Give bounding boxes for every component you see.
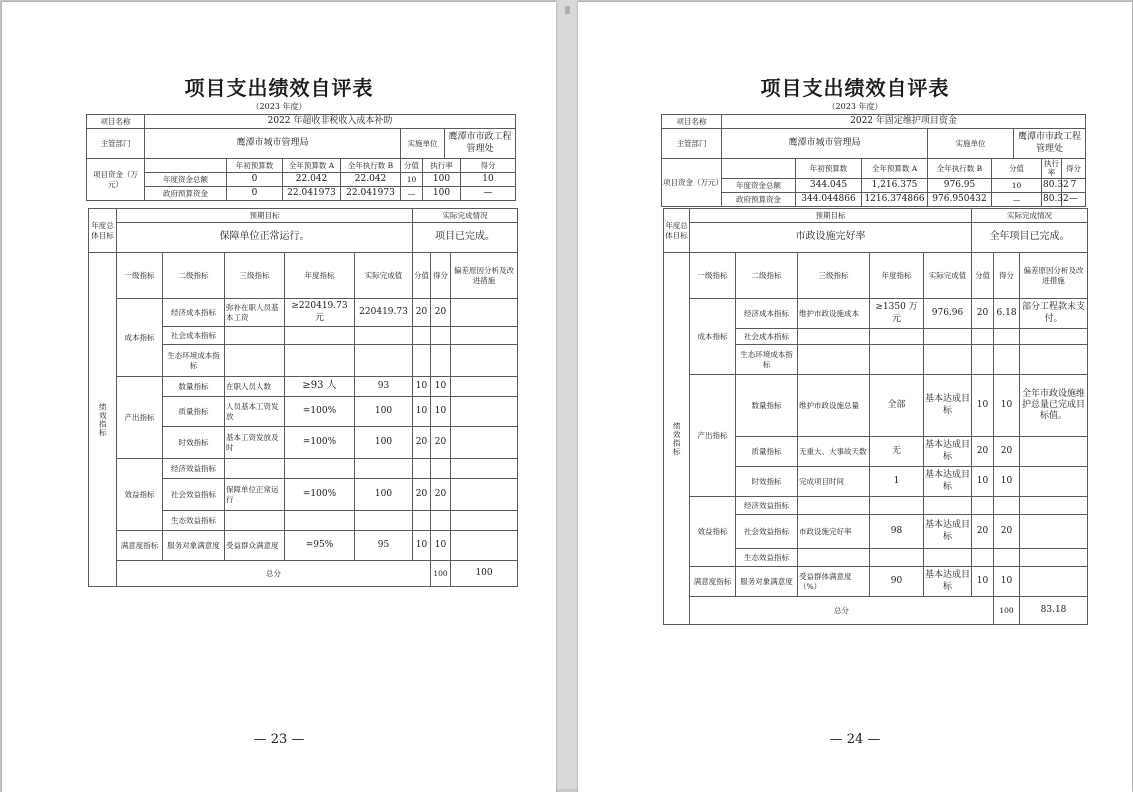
target-cell: 无 [870, 437, 924, 467]
l2-cell: 服务对象满意度 [736, 567, 798, 597]
fund-cell: 100 [423, 187, 461, 201]
got-cell: 10 [431, 531, 451, 561]
dev-cell [451, 427, 518, 459]
ind-header: 实际完成值 [924, 253, 972, 299]
target-cell: =100% [285, 397, 355, 427]
l3-cell: 保障单位正常运行 [225, 479, 285, 511]
actual-cell: 95 [355, 531, 413, 561]
target-cell: =95% [285, 531, 355, 561]
table-row [89, 299, 518, 327]
dev-cell [1020, 515, 1088, 549]
target-cell: ≥93 人 [285, 377, 355, 397]
fund-cell: 0 [227, 173, 283, 187]
fund-row-label: 年度资金总额 [722, 178, 796, 192]
got-cell [994, 329, 1020, 345]
fund-cell: 10 [992, 178, 1042, 192]
fund-cell: 1216.374866 [862, 192, 928, 206]
fund-label: 项目资金（万元） [662, 159, 722, 207]
fund-cell: 976.950432 [928, 192, 992, 206]
impl-label: 实施单位 [928, 129, 1014, 159]
dev-cell [1020, 437, 1088, 467]
doc-year: （2023 年度） [251, 102, 307, 111]
actual-cell: 976.96 [924, 299, 972, 329]
dev-cell [1020, 345, 1088, 375]
dev-cell: 全年市政设施维护总量已完成目标值。 [1020, 375, 1088, 437]
dev-cell [1020, 567, 1088, 597]
target-cell [285, 511, 355, 531]
page-gap [556, 0, 578, 789]
doc-title: 项目支出绩效自评表 [760, 76, 950, 100]
fund-header: 执行率 [423, 159, 461, 173]
fund-cell: 10 [461, 173, 516, 187]
l3-cell [225, 459, 285, 479]
l2-cell: 经济成本指标 [736, 299, 798, 329]
actual-cell [355, 327, 413, 345]
got-cell: 10 [431, 377, 451, 397]
goal-actual: 全年项目已完成。 [972, 223, 1088, 253]
goal-label: 年度总体目标 [89, 209, 117, 253]
l3-cell: 弥补在职人员基本工资 [225, 299, 285, 327]
dev-cell [1020, 329, 1088, 345]
impl-label: 实施单位 [401, 129, 445, 159]
goal-label: 年度总体目标 [664, 209, 690, 253]
target-cell [870, 329, 924, 345]
got-cell [994, 345, 1020, 375]
table-row [664, 567, 1088, 597]
fund-header: 得分 [1062, 159, 1086, 179]
actual-cell [924, 345, 972, 375]
fund-cell: 22.042 [341, 173, 401, 187]
l2-cell: 经济效益指标 [736, 497, 798, 515]
fund-header: 全年执行数 B [928, 159, 992, 179]
fund-header: 执行率 [1042, 159, 1062, 179]
page-23 [2, 2, 556, 792]
ind-header: 一级指标 [117, 253, 163, 299]
project-name-label: 项目名称 [87, 115, 145, 129]
dev-cell [451, 459, 518, 479]
dev-cell [451, 345, 518, 377]
fund-cell: 344.045 [796, 178, 862, 192]
cat-output: 产出指标 [690, 375, 736, 497]
ind-header: 二级指标 [163, 253, 225, 299]
fund-header: 分值 [992, 159, 1042, 179]
actual-cell [924, 497, 972, 515]
dev-cell [451, 377, 518, 397]
table-row [664, 299, 1088, 329]
l3-cell: 受益群众满意度 [225, 531, 285, 561]
score-cell: 20 [972, 299, 994, 329]
target-cell: 90 [870, 567, 924, 597]
l2-cell: 数量指标 [736, 375, 798, 437]
page-number: — 24 — [829, 732, 881, 747]
fund-row-label: 年度资金总额 [145, 173, 227, 187]
dev-cell [451, 299, 518, 327]
fund-cell: 80.32 [1042, 178, 1062, 192]
score-cell: 20 [972, 437, 994, 467]
dev-cell [451, 531, 518, 561]
actual-cell [355, 345, 413, 377]
l2-cell: 生态效益指标 [736, 549, 798, 567]
cat-cost: 成本指标 [117, 299, 163, 377]
l2-cell: 生态环境成本指标 [736, 345, 798, 375]
fund-header: 年初预算数 [796, 159, 862, 179]
total-score: 100 [994, 597, 1020, 625]
score-cell [413, 345, 431, 377]
target-cell [870, 497, 924, 515]
ind-header: 年度指标 [870, 253, 924, 299]
score-cell: 10 [413, 397, 431, 427]
l2-cell: 质量指标 [163, 397, 225, 427]
got-cell: 10 [994, 467, 1020, 497]
fund-row-label: 政府预算资金 [145, 187, 227, 201]
l2-cell: 经济效益指标 [163, 459, 225, 479]
got-cell [431, 327, 451, 345]
project-name-label: 项目名称 [662, 115, 722, 129]
total-got: 100 [451, 561, 518, 587]
target-cell: ≥1350 万元 [870, 299, 924, 329]
fund-header: 全年预算数 A [283, 159, 341, 173]
ind-header: 得分 [431, 253, 451, 299]
got-cell [431, 459, 451, 479]
total-score: 100 [431, 561, 451, 587]
fund-cell: 22.042 [283, 173, 341, 187]
actual-cell: 基本达成目标 [924, 467, 972, 497]
got-cell: 20 [431, 479, 451, 511]
ind-header: 偏差原因分析及改进措施 [451, 253, 518, 299]
target-cell [285, 459, 355, 479]
fund-cell: 344.044866 [796, 192, 862, 206]
fund-row-label: 政府预算资金 [722, 192, 796, 206]
l3-cell: 基本工资发放及时 [225, 427, 285, 459]
got-cell: 20 [994, 437, 1020, 467]
goal-actual: 项目已完成。 [413, 223, 518, 253]
dept: 鹰潭市城市管理局 [722, 129, 928, 159]
score-cell: 10 [972, 467, 994, 497]
target-cell [285, 327, 355, 345]
goal-actual-label: 实际完成情况 [972, 209, 1088, 223]
target-cell: 全部 [870, 375, 924, 437]
score-cell [413, 511, 431, 531]
table-row [89, 377, 518, 397]
l2-cell: 服务对象满意度 [163, 531, 225, 561]
cat-cost: 成本指标 [690, 299, 736, 375]
got-cell: 20 [431, 299, 451, 327]
l3-cell [798, 329, 870, 345]
cat-output: 产出指标 [117, 377, 163, 459]
score-cell: 20 [413, 479, 431, 511]
l3-cell: 在职人员人数 [225, 377, 285, 397]
score-cell: 20 [413, 427, 431, 459]
cat-satisfaction: 满意度指标 [117, 531, 163, 561]
score-cell [972, 345, 994, 375]
dev-cell [1020, 467, 1088, 497]
header-table [86, 114, 516, 201]
score-cell: 10 [413, 531, 431, 561]
l3-cell: 完成项目时间 [798, 467, 870, 497]
dev-cell [451, 327, 518, 345]
goal-expected: 市政设施完好率 [690, 223, 972, 253]
doc-year: （2023 年度） [827, 102, 883, 111]
cat-benefit: 效益指标 [117, 459, 163, 531]
ind-header: 年度指标 [285, 253, 355, 299]
got-cell [431, 511, 451, 531]
dept: 鹰潭市城市管理局 [145, 129, 401, 159]
actual-cell [924, 549, 972, 567]
target-cell: =100% [285, 479, 355, 511]
table-row [89, 459, 518, 479]
actual-cell: 100 [355, 479, 413, 511]
l2-cell: 社会成本指标 [163, 327, 225, 345]
fund-header: 年初预算数 [227, 159, 283, 173]
ind-header: 分值 [972, 253, 994, 299]
l2-cell: 质量指标 [736, 437, 798, 467]
perf-label: 绩效指标 [98, 402, 108, 437]
fund-cell: 7 [1062, 178, 1086, 192]
target-cell: 98 [870, 515, 924, 549]
table-row [89, 531, 518, 561]
indicator-table [663, 208, 1088, 625]
score-cell: 10 [972, 375, 994, 437]
l3-cell: 维护市政设施成本 [798, 299, 870, 329]
cat-benefit: 效益指标 [690, 497, 736, 567]
fund-cell: — [461, 187, 516, 201]
fund-header: 全年预算数 A [862, 159, 928, 179]
actual-cell: 基本达成目标 [924, 515, 972, 549]
fund-cell: 80.32 [1042, 192, 1062, 206]
l2-cell: 社会成本指标 [736, 329, 798, 345]
project-name: 2022 年固定维护项目资金 [722, 115, 1086, 129]
dev-cell [451, 397, 518, 427]
cat-satisfaction: 满意度指标 [690, 567, 736, 597]
actual-cell: 基本达成目标 [924, 567, 972, 597]
dev-cell: 部分工程款未支付。 [1020, 299, 1088, 329]
total-label: 总分 [117, 561, 431, 587]
actual-cell [355, 511, 413, 531]
actual-cell: 93 [355, 377, 413, 397]
got-cell [994, 549, 1020, 567]
target-cell [285, 345, 355, 377]
got-cell: 20 [431, 427, 451, 459]
l3-cell [225, 345, 285, 377]
fund-cell: 10 [401, 173, 423, 187]
target-cell: 1 [870, 467, 924, 497]
doc-title: 项目支出绩效自评表 [184, 76, 374, 100]
fund-header: 得分 [461, 159, 516, 173]
fund-cell: — [1062, 192, 1086, 206]
l2-cell: 生态环境成本指标 [163, 345, 225, 377]
actual-cell [355, 459, 413, 479]
fund-cell: 0 [227, 187, 283, 201]
actual-cell: 基本达成目标 [924, 437, 972, 467]
total-got: 83.18 [1020, 597, 1088, 625]
score-cell [972, 329, 994, 345]
ind-header: 得分 [994, 253, 1020, 299]
goal-expected: 保障单位正常运行。 [117, 223, 413, 253]
ind-header: 一级指标 [690, 253, 736, 299]
perf-label: 绩效指标 [672, 421, 682, 456]
scroll-marker [565, 6, 570, 14]
l3-cell: 维护市政设施总量 [798, 375, 870, 437]
dept-label: 主管部门 [662, 129, 722, 159]
ind-header: 二级指标 [736, 253, 798, 299]
target-cell [870, 345, 924, 375]
fund-cell: 22.041973 [283, 187, 341, 201]
score-cell: 20 [972, 515, 994, 549]
got-cell [431, 345, 451, 377]
goal-actual-label: 实际完成情况 [413, 209, 518, 223]
fund-cell: 100 [423, 173, 461, 187]
got-cell: 10 [431, 397, 451, 427]
ind-header: 实际完成值 [355, 253, 413, 299]
actual-cell [924, 329, 972, 345]
table-row [664, 497, 1088, 515]
l2-cell: 社会效益指标 [736, 515, 798, 549]
ind-header: 分值 [413, 253, 431, 299]
l3-cell: 市政设施完好率 [798, 515, 870, 549]
l2-cell: 时效指标 [163, 427, 225, 459]
score-cell [413, 459, 431, 479]
ind-header: 三级指标 [225, 253, 285, 299]
l2-cell: 社会效益指标 [163, 479, 225, 511]
total-label: 总分 [690, 597, 994, 625]
ind-header: 三级指标 [798, 253, 870, 299]
score-cell [972, 497, 994, 515]
score-cell: 10 [413, 377, 431, 397]
fund-header: 分值 [401, 159, 423, 173]
l3-cell: 人员基本工资发放 [225, 397, 285, 427]
l2-cell: 时效指标 [736, 467, 798, 497]
l3-cell [798, 549, 870, 567]
got-cell: 10 [994, 375, 1020, 437]
got-cell: 20 [994, 515, 1020, 549]
dept-label: 主管部门 [87, 129, 145, 159]
dev-cell [1020, 497, 1088, 515]
impl: 鹰潭市市政工程管理处 [445, 129, 516, 159]
l2-cell: 生态效益指标 [163, 511, 225, 531]
ind-header: 偏差原因分析及改进措施 [1020, 253, 1088, 299]
goal-expected-label: 预期目标 [117, 209, 413, 223]
indicator-table [88, 208, 518, 587]
fund-cell: 976.95 [928, 178, 992, 192]
dev-cell [451, 479, 518, 511]
got-cell: 6.18 [994, 299, 1020, 329]
score-cell [972, 549, 994, 567]
fund-cell: — [992, 192, 1042, 206]
fund-cell: — [401, 187, 423, 201]
l3-cell [225, 511, 285, 531]
score-cell [413, 327, 431, 345]
l2-cell: 数量指标 [163, 377, 225, 397]
fund-header: 全年执行数 B [341, 159, 401, 173]
actual-cell: 100 [355, 427, 413, 459]
dev-cell [451, 511, 518, 531]
got-cell: 10 [994, 567, 1020, 597]
actual-cell: 基本达成目标 [924, 375, 972, 437]
score-cell: 20 [413, 299, 431, 327]
header-table [661, 114, 1086, 207]
l3-cell [225, 327, 285, 345]
project-name: 2022 年超收非税收入成本补助 [145, 115, 516, 129]
impl: 鹰潭市市政工程管理处 [1014, 129, 1086, 159]
target-cell: =100% [285, 427, 355, 459]
fund-cell: 22.041973 [341, 187, 401, 201]
dev-cell [1020, 549, 1088, 567]
table-row [664, 375, 1088, 437]
l3-cell [798, 345, 870, 375]
fund-cell: 1,216.375 [862, 178, 928, 192]
score-cell: 10 [972, 567, 994, 597]
actual-cell: 100 [355, 397, 413, 427]
goal-expected-label: 预期目标 [690, 209, 972, 223]
target-cell [870, 549, 924, 567]
target-cell: ≥220419.73 元 [285, 299, 355, 327]
l3-cell: 受益群体满意度（%） [798, 567, 870, 597]
page-number: — 23 — [253, 732, 305, 747]
l2-cell: 经济成本指标 [163, 299, 225, 327]
l3-cell [798, 497, 870, 515]
got-cell [994, 497, 1020, 515]
fund-label: 项目资金（万元） [87, 159, 145, 201]
l3-cell: 无重大、大事故天数 [798, 437, 870, 467]
actual-cell: 220419.73 [355, 299, 413, 327]
page-24 [578, 2, 1132, 792]
